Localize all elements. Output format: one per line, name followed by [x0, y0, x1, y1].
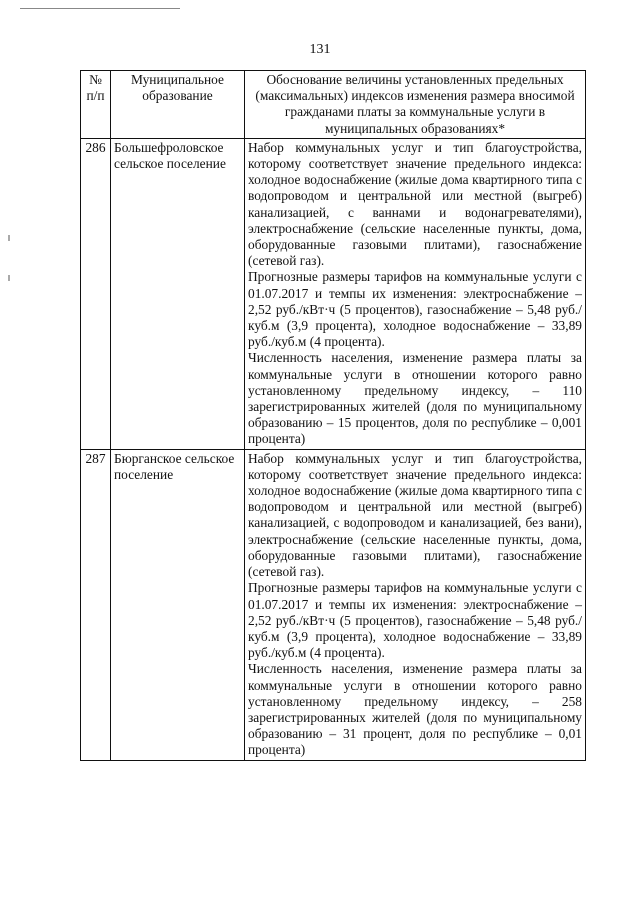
row-justification — [245, 449, 586, 760]
scan-artifact-mark — [8, 275, 10, 281]
header-justification — [245, 71, 586, 139]
row-municipality: Бюрганское сельское поселение — [111, 449, 245, 760]
scan-artifact-line — [20, 8, 180, 9]
header-municipality-label: Муниципальное образование — [131, 72, 224, 104]
tariff-index-table — [80, 70, 586, 761]
row-number: 287 — [81, 449, 111, 760]
row-municipality: Большефроловское сельское поселение — [111, 138, 245, 449]
table-header-row — [81, 71, 586, 139]
justification-paragraph: Численность населения, изменение размера платы за коммунальные услуги в отношении которого равно установленному предельному индексу, – 258 зарегистрированных жителей (доля по муниципальному образованию – 31 процент, доля по республике – 0,01 процента) — [248, 661, 582, 758]
justification-paragraph: Прогнозные размеры тарифов на коммунальные услуги с 01.07.2017 и темпы их изменения: электроснабжение – 2,52 руб./кВт·ч (5 процентов), газоснабжение – 5,48 руб./куб.м (3,9 процента), холодное водоснабжение – 33,89 руб./куб.м (4 процента). — [248, 580, 582, 661]
row-justification — [245, 138, 586, 449]
row-number: 286 — [81, 138, 111, 449]
justification-paragraph: Прогнозные размеры тарифов на коммунальные услуги с 01.07.2017 и темпы их изменения: электроснабжение – 2,52 руб./кВт·ч (5 процентов), газоснабжение – 5,48 руб./куб.м (3,9 процента), холодное водоснабжение – 33,89 руб./куб.м (4 процента). — [248, 269, 582, 350]
justification-paragraph: Набор коммунальных услуг и тип благоустройства, которому соответствует значение предельного индекса: холодное водоснабжение (жилые дома квартирного типа с водопроводом и центральной или местной (выгреб) канализацией, с водопроводом и канализацией, без вани), электроснабжение (сельские населенные пункты, дома, оборудованные газовыми плитами), газоснабжение (сетевой газ). — [248, 450, 582, 580]
table-row — [81, 449, 586, 760]
scan-artifact-mark — [8, 235, 10, 241]
header-number — [81, 71, 111, 139]
justification-paragraph: Набор коммунальных услуг и тип благоустройства, которому соответствует значение предельного индекса: холодное водоснабжение (жилые дома квартирного типа с водопроводом и центральной или местной (выгреб) канализацией, с ваннами и водонагревателями), электроснабжение (сельские населенные пункты, дома, оборудованные газовыми плитами), газоснабжение (сетевой газ). — [248, 139, 582, 269]
justification-paragraph: Численность населения, изменение размера платы за коммунальные услуги в отношении которого равно установленному предельному индексу, – 110 зарегистрированных жителей (доля по муниципальному образованию – 15 процентов, доля по республике – 0,001 процента) — [248, 350, 582, 447]
header-municipality — [111, 71, 245, 139]
page-number: 131 — [309, 42, 331, 57]
header-justification-label: Обоснование величины установленных предельных (максимальных) индексов изменения размера вносимой гражданами платы за коммунальные услуги в муниципальных образованиях* — [255, 72, 575, 136]
table-row — [81, 138, 586, 449]
header-number-label: № п/п — [86, 72, 105, 104]
